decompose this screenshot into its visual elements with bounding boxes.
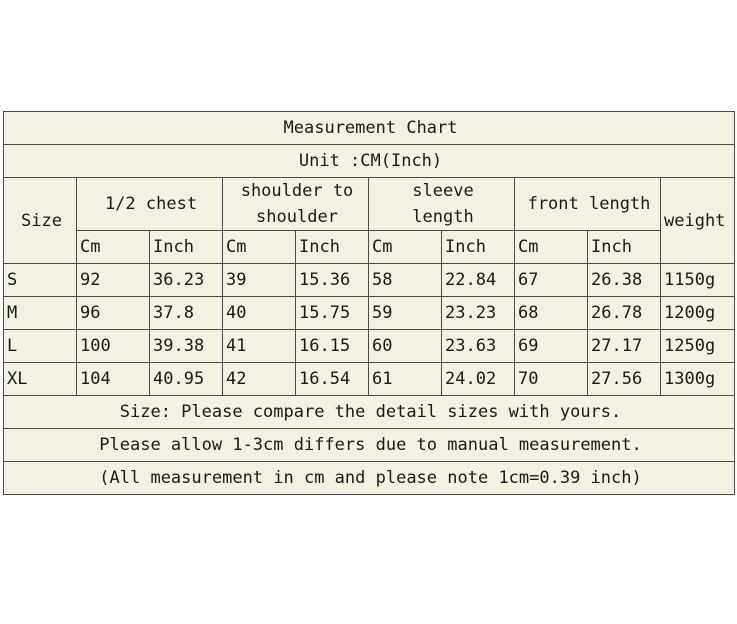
note-row — [4, 429, 735, 462]
chest-inch-cell: 39.38 — [150, 330, 223, 363]
front-inch-cell: 27.56 — [588, 363, 661, 396]
front-cm-cell: 68 — [515, 297, 588, 330]
sleeve-cm-cell: 58 — [369, 264, 442, 297]
table-row — [4, 264, 735, 297]
shoulder-inch-cell: 15.36 — [296, 264, 369, 297]
chest-cm-cell: 92 — [77, 264, 150, 297]
size-cell: S — [4, 264, 77, 297]
shoulder-cm-cell: 40 — [223, 297, 296, 330]
note-conversion: (All measurement in cm and please note 1cm=0.39 inch) — [4, 462, 735, 495]
note-compare: Size: Please compare the detail sizes with yours. — [4, 396, 735, 429]
note-row — [4, 396, 735, 429]
chest-cm-cell: 104 — [77, 363, 150, 396]
shoulder-cm-cell: 42 — [223, 363, 296, 396]
weight-cell: 1250g — [661, 330, 735, 363]
shoulder-header-line1: shoulder to — [240, 181, 354, 201]
weight-cell: 1200g — [661, 297, 735, 330]
table-row — [4, 297, 735, 330]
chest-header: 1/2 chest — [77, 178, 223, 231]
chest-inch-cell: 37.8 — [150, 297, 223, 330]
table-row — [4, 363, 735, 396]
front-length-header: front length — [515, 178, 661, 231]
front-cm-cell: 67 — [515, 264, 588, 297]
shoulder-cm-cell: 41 — [223, 330, 296, 363]
chart-title: Measurement Chart — [4, 112, 735, 145]
shoulder-header-line2: shoulder — [256, 207, 338, 227]
chest-cm-cell: 100 — [77, 330, 150, 363]
shoulder-inch-cell: 16.54 — [296, 363, 369, 396]
shoulder-header — [223, 178, 369, 231]
measurement-table — [3, 111, 735, 495]
chest-inch-header: Inch — [150, 231, 223, 264]
header-row — [4, 178, 735, 231]
weight-header: weight — [661, 178, 735, 264]
unit-label: Unit :CM(Inch) — [4, 145, 735, 178]
shoulder-inch-header: Inch — [296, 231, 369, 264]
size-cell: M — [4, 297, 77, 330]
front-inch-cell: 26.78 — [588, 297, 661, 330]
sleeve-cm-header: Cm — [369, 231, 442, 264]
size-cell: XL — [4, 363, 77, 396]
sleeve-cm-cell: 59 — [369, 297, 442, 330]
weight-cell: 1150g — [661, 264, 735, 297]
front-inch-cell: 27.17 — [588, 330, 661, 363]
sleeve-cm-cell: 60 — [369, 330, 442, 363]
size-header: Size — [4, 178, 77, 264]
sleeve-header-line1: sleeve — [412, 181, 474, 201]
sleeve-header-line2: length — [412, 207, 474, 227]
front-cm-header: Cm — [515, 231, 588, 264]
table-row — [4, 330, 735, 363]
chest-inch-cell: 40.95 — [150, 363, 223, 396]
front-cm-cell: 69 — [515, 330, 588, 363]
chest-cm-cell: 96 — [77, 297, 150, 330]
sleeve-inch-cell: 23.23 — [442, 297, 515, 330]
size-cell: L — [4, 330, 77, 363]
front-inch-cell: 26.38 — [588, 264, 661, 297]
sleeve-cm-cell: 61 — [369, 363, 442, 396]
shoulder-cm-header: Cm — [223, 231, 296, 264]
sleeve-inch-cell: 22.84 — [442, 264, 515, 297]
chest-cm-header: Cm — [77, 231, 150, 264]
note-tolerance: Please allow 1-3cm differs due to manual measurement. — [4, 429, 735, 462]
sleeve-inch-cell: 23.63 — [442, 330, 515, 363]
shoulder-inch-cell: 16.15 — [296, 330, 369, 363]
chest-inch-cell: 36.23 — [150, 264, 223, 297]
shoulder-cm-cell: 39 — [223, 264, 296, 297]
sleeve-header — [369, 178, 515, 231]
shoulder-inch-cell: 15.75 — [296, 297, 369, 330]
sleeve-inch-cell: 24.02 — [442, 363, 515, 396]
front-cm-cell: 70 — [515, 363, 588, 396]
title-row — [4, 112, 735, 145]
measurement-chart — [3, 111, 734, 495]
subheader-row — [4, 231, 735, 264]
unit-row — [4, 145, 735, 178]
front-inch-header: Inch — [588, 231, 661, 264]
sleeve-inch-header: Inch — [442, 231, 515, 264]
weight-cell: 1300g — [661, 363, 735, 396]
note-row — [4, 462, 735, 495]
